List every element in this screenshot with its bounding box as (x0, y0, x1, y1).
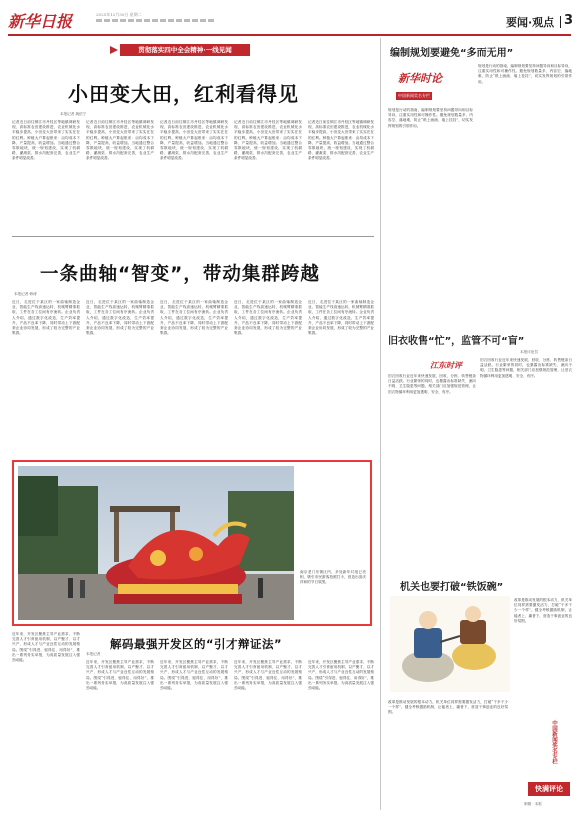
banner-label: 贯彻落实四中全会精神·一线见闻 (120, 44, 250, 56)
story1-col-4: 记者近日前往铜江市丹桂区等地镇调研发现，高标准农田建设推进，农业机械化水平稳步提高，小田变大田带来了实实在在的红利。种植大户算起账来：亩均成本下降，产量提高，收益增加。当地通过整合零散地块，统一规划建设，实现了机耕路、灌溉渠、排水沟配套完善，农业生产条件明显改善。 (234, 120, 302, 161)
right-bottom-body: 改革是推动发展的根本动力，机关单位同样需要激发活力，打破“干多干少一个样”，健全考核激励机制，让能者上、庸者下，营造干事创业的良好氛围。 (388, 700, 508, 715)
story2-col-2: 近日，走进位于某区的一家曲轴制造企业，智能生产线高速运转，机械臂精准抓取，工件在各工位间有序流转。企业负责人介绍，通过数字化改造，生产效率提升，产品不良率下降，同时带动上下游配套企业协同发展，形成了较为完整的产业集群。 (86, 300, 154, 336)
story3-col-3: 近年来，开发区聚焦主导产业需求，不断完善人才引育留用机制，以产聚才、以才兴产，形成人才与产业良性互动的发展格局。围绕“引得进、留得住、用得好”，推出一系列务实举措，为高质量发展注入强劲动能。 (234, 660, 302, 691)
kuaiman-badge: 快满评论 (528, 782, 570, 796)
right-top-headline: 编制规划要避免“多而无用” (390, 48, 514, 59)
jiangsu-label: 江东时评 (430, 360, 462, 370)
banner (110, 44, 260, 56)
story3-lead-col: 近年来，开发区聚焦主导产业需求，不断完善人才引育留用机制，以产聚才、以才兴产，形成人才与产业良性互动的发展格局。围绕“引得进、留得住、用得好”，推出一系列务实举措，为高质量发展注入强劲动能。 (12, 632, 80, 663)
story2-headline: 一条曲轴“智变”，带动集群跨越 (40, 264, 320, 285)
right-top-body-b: 规划是行动的指南，编制规划要坚持问题导向和目标导向，注重实用性和可操作性。避免规划数量多、内容空、落地难，防止“纸上画画、墙上挂挂”，切实发挥规划的引领作用。 (478, 64, 572, 84)
section-divider (560, 16, 561, 28)
xinshi-logo (396, 68, 456, 106)
page-number: 3 (564, 13, 574, 28)
story3-col-2: 近年来，开发区聚焦主导产业需求，不断完善人才引育留用机制，以产聚才、以才兴产，形成人才与产业良性互动的发展格局。围绕“引得进、留得住、用得好”，推出一系列务实举措，为高质量发展注入强劲动能。 (160, 660, 228, 691)
cartoon-illustration (390, 596, 510, 692)
xinshi-sub: 中国新闻奖名专栏 (398, 93, 430, 98)
masthead (8, 6, 574, 36)
right-mid-headline: 旧衣收售“忙”，监管不可“盲” (388, 336, 525, 347)
story1-headline: 小田变大田，红利看得见 (68, 82, 299, 106)
story3-body (86, 660, 374, 810)
lantern-scene-image (18, 466, 294, 620)
story2-col-4: 近日，走进位于某区的一家曲轴制造企业，智能生产线高速运转，机械臂精准抓取，工件在各工位间有序流转。企业负责人介绍，通过数字化改造，生产效率提升，产品不良率下降，同时带动上下游配套企业协同发展，形成了较为完整的产业集群。 (234, 300, 302, 336)
right-mid-byline: 本报评论员 (520, 350, 538, 354)
story2-byline: 本报记者 韩涛 (14, 292, 37, 296)
right-bottom-headline: 机关也要打破“铁饭碗” (400, 582, 504, 593)
story3-headline: 解码最强开发区的“引才辩证法” (110, 637, 283, 651)
xinshi-label: 新华时论 (398, 72, 442, 85)
story3-col-4: 近年来，开发区聚焦主导产业需求，不断完善人才引育留用机制，以产聚才、以才兴产，形成人才与产业良性互动的发展格局。围绕“引得进、留得住、用得好”，推出一系列务实举措，为高质量发展注入强劲动能。 (308, 660, 374, 691)
newspaper-logo: 新华日报 (8, 12, 73, 31)
section-title: 要闻·观点 (506, 16, 555, 29)
story1-body (12, 120, 374, 232)
story1-rule (12, 236, 374, 237)
right-mid-body-b: 旧衣回收行业近年来快速发展，回收、分拣、转售链条日益活跃。行业繁荣的同时，也暴露出标准缺失、流向不明、卫生隐患等问题，相关部门应加强规范管理，让旧衣物循环利用更加透明、安全、有序。 (480, 358, 572, 378)
masthead-date: 2025年12月30日 星期二 (96, 12, 142, 17)
story2-body (12, 300, 374, 450)
masthead-tagline (96, 19, 216, 22)
story3-col-1: 近年来，开发区聚焦主导产业需求，不断完善人才引育留用机制，以产聚才、以才兴产，形成人才与产业良性互动的发展格局。围绕“引得进、留得住、用得好”，推出一系列务实举措，为高质量发展注入强劲动能。 (86, 660, 154, 691)
story2-col-1: 近日，走进位于某区的一家曲轴制造企业，智能生产线高速运转，机械臂精准抓取，工件在各工位间有序流转。企业负责人介绍，通过数字化改造，生产效率提升，产品不良率下降，同时带动上下游配套企业协同发展，形成了较为完整的产业集群。 (12, 300, 80, 336)
photo-highlight-frame (12, 460, 372, 626)
right-mid-body-a: 旧衣回收行业近年来快速发展，回收、分拣、转售链条日益活跃。行业繁荣的同时，也暴露出标准缺失、流向不明、卫生隐患等问题，相关部门应加强规范管理，让旧衣物循环利用更加透明、安全、有序。 (388, 374, 476, 394)
vertical-column-label: 中国新闻奖名专栏 (551, 720, 557, 764)
story1-col-5: 记者近日前往铜江市丹桂区等地镇调研发现，高标准农田建设推进，农业机械化水平稳步提高，小田变大田带来了实实在在的红利。种植大户算起账来：亩均成本下降，产量提高，收益增加。当地通过整合零散地块，统一规划建设，实现了机耕路、灌溉渠、排水沟配套完善，农业生产条件明显改善。 (308, 120, 374, 161)
story1-col-2: 记者近日前往铜江市丹桂区等地镇调研发现，高标准农田建设推进，农业机械化水平稳步提高，小田变大田带来了实实在在的红利。种植大户算起账来：亩均成本下降，产量提高，收益增加。当地通过整合零散地块，统一规划建设，实现了机耕路、灌溉渠、排水沟配套完善，农业生产条件明显改善。 (86, 120, 154, 161)
footer-credit: 制图 · 本报 (524, 802, 542, 806)
story1-col-1: 记者近日前往铜江市丹桂区等地镇调研发现，高标准农田建设推进，农业机械化水平稳步提高，小田变大田带来了实实在在的红利。种植大户算起账来：亩均成本下降，产量提高，收益增加。当地通过整合零散地块，统一规划建设，实现了机耕路、灌溉渠、排水沟配套完善，农业生产条件明显改善。 (12, 120, 80, 161)
story1-col-3: 记者近日前往铜江市丹桂区等地镇调研发现，高标准农田建设推进，农业机械化水平稳步提高，小田变大田带来了实实在在的红利。种植大户算起账来：亩均成本下降，产量提高，收益增加。当地通过整合零散地块，统一规划建设，实现了机耕路、灌溉渠、排水沟配套完善，农业生产条件明显改善。 (160, 120, 228, 161)
story2-col-5: 近日，走进位于某区的一家曲轴制造企业，智能生产线高速运转，机械臂精准抓取，工件在各工位间有序流转。企业负责人介绍，通过数字化改造，生产效率提升，产品不良率下降，同时带动上下游配套企业协同发展，形成了较为完整的产业集群。 (308, 300, 374, 336)
photo-caption: 南京老门东街区内，多处新年灯组已亮相，吸引市民游客拍照打卡，营造出喜庆祥和的节日氛围。 (300, 570, 366, 585)
cartoon (390, 596, 510, 692)
story3-byline: 本报记者 (86, 652, 101, 656)
masthead-rule (8, 34, 571, 36)
story2-col-3: 近日，走进位于某区的一家曲轴制造企业，智能生产线高速运转，机械臂精准抓取，工件在各工位间有序流转。企业负责人介绍，通过数字化改造，生产效率提升，产品不良率下降，同时带动上下游配套企业协同发展，形成了较为完整的产业集群。 (160, 300, 228, 336)
right-top-body-a: 规划是行动的指南，编制规划要坚持问题导向和目标导向，注重实用性和可操作性。避免规划数量多、内容空、落地难，防止“纸上画画、墙上挂挂”，切实发挥规划的引领作用。 (388, 108, 473, 128)
right-bottom-body-side: 改革是推动发展的根本动力，机关单位同样需要激发活力，打破“干多干少一个样”，健全考核激励机制，让能者上、庸者下，营造干事创业的良好氛围。 (514, 598, 572, 623)
column-divider (380, 38, 381, 810)
banner-arrow-left (110, 46, 118, 54)
story1-byline: 本报记者 姚依宁 (60, 112, 87, 116)
festival-photo (18, 466, 294, 620)
